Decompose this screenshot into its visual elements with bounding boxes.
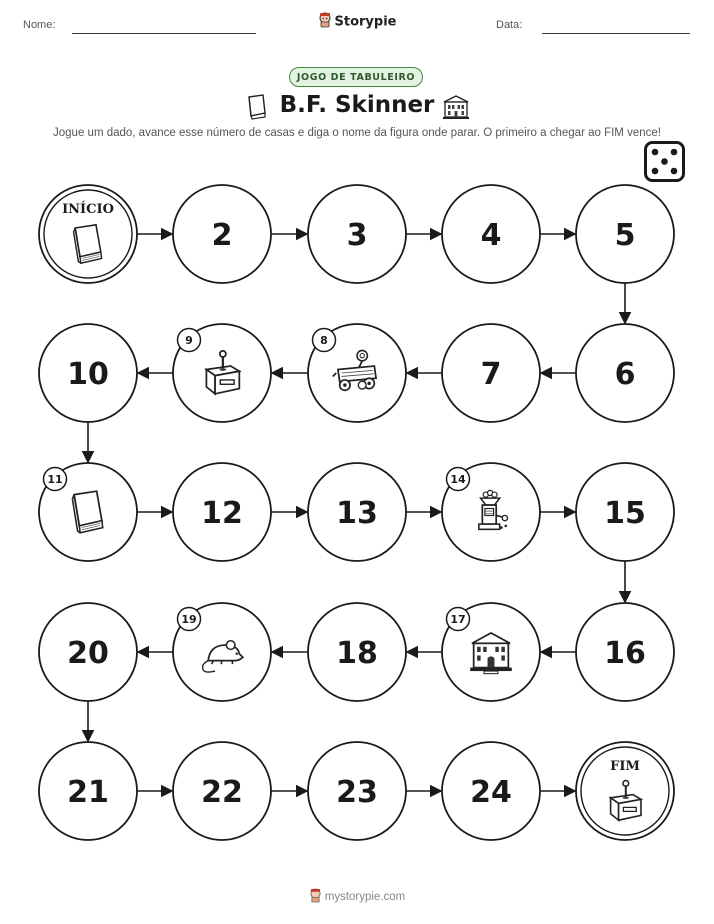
space-number-badge-text: 11 — [47, 473, 63, 486]
footer — [0, 888, 714, 906]
board-spaces — [39, 185, 674, 840]
space-number-badge-text: 8 — [320, 334, 328, 347]
board-space-7 — [442, 324, 540, 422]
start-label: INÍCIO — [62, 202, 114, 217]
space-number: 18 — [336, 636, 378, 671]
board-space-1 — [39, 185, 137, 283]
space-number-badge-text: 19 — [181, 613, 197, 626]
name-label: Nome: — [23, 19, 56, 31]
page-title: B.F. Skinner — [279, 92, 435, 118]
board-space-25 — [576, 742, 674, 840]
book-icon — [74, 225, 102, 263]
space-number-badge-text: 14 — [450, 473, 466, 486]
board-space-3 — [308, 185, 406, 283]
board-space-8 — [308, 324, 406, 422]
board-space-2 — [173, 185, 271, 283]
die-icon — [644, 141, 685, 186]
space-number: 7 — [480, 357, 502, 392]
space-number: 2 — [211, 218, 233, 253]
space-number: 16 — [604, 636, 646, 671]
board-space-10 — [39, 324, 137, 422]
instructions: Jogue um dado, avance esse número de casas e diga o nome da figura onde parar. O primeiro a chegar ao FIM vence! — [53, 127, 661, 139]
space-number: 10 — [67, 357, 109, 392]
board-space-12 — [173, 463, 271, 561]
space-number: 3 — [346, 218, 368, 253]
brand-name: Storypie — [334, 14, 397, 30]
board-space-20 — [39, 603, 137, 701]
board-space-24 — [442, 742, 540, 840]
board-space-4 — [442, 185, 540, 283]
space-number: 13 — [336, 496, 378, 531]
game-type-badge: JOGO DE TABULEIRO — [289, 67, 423, 87]
board-space-23 — [308, 742, 406, 840]
board-space-6 — [576, 324, 674, 422]
board-space-15 — [576, 463, 674, 561]
board-space-13 — [308, 463, 406, 561]
board-space-17 — [442, 603, 540, 701]
space-number: 5 — [614, 218, 636, 253]
board-space-19 — [173, 603, 271, 701]
book-icon — [72, 491, 102, 533]
space-number: 12 — [201, 496, 243, 531]
board-space-9 — [173, 324, 271, 422]
date-label: Data: — [496, 19, 523, 31]
board-space-22 — [173, 742, 271, 840]
board-space-14 — [442, 463, 540, 561]
space-number: 23 — [336, 775, 378, 810]
board-space-18 — [308, 603, 406, 701]
space-number-badge-text: 17 — [450, 613, 466, 626]
space-number: 4 — [480, 218, 502, 253]
space-number: 15 — [604, 496, 646, 531]
board-space-11 — [39, 463, 137, 561]
footer-url: mystorypie.com — [324, 891, 406, 904]
space-number: 6 — [614, 357, 636, 392]
end-label: FIM — [610, 759, 640, 774]
storypie-logo-icon — [309, 888, 322, 906]
space-number: 22 — [201, 775, 243, 810]
space-number: 24 — [470, 775, 512, 810]
board-space-5 — [576, 185, 674, 283]
board-space-21 — [39, 742, 137, 840]
board-space-16 — [576, 603, 674, 701]
space-number-badge-text: 9 — [185, 334, 193, 347]
space-number: 21 — [67, 775, 109, 810]
space-number: 20 — [67, 636, 109, 671]
